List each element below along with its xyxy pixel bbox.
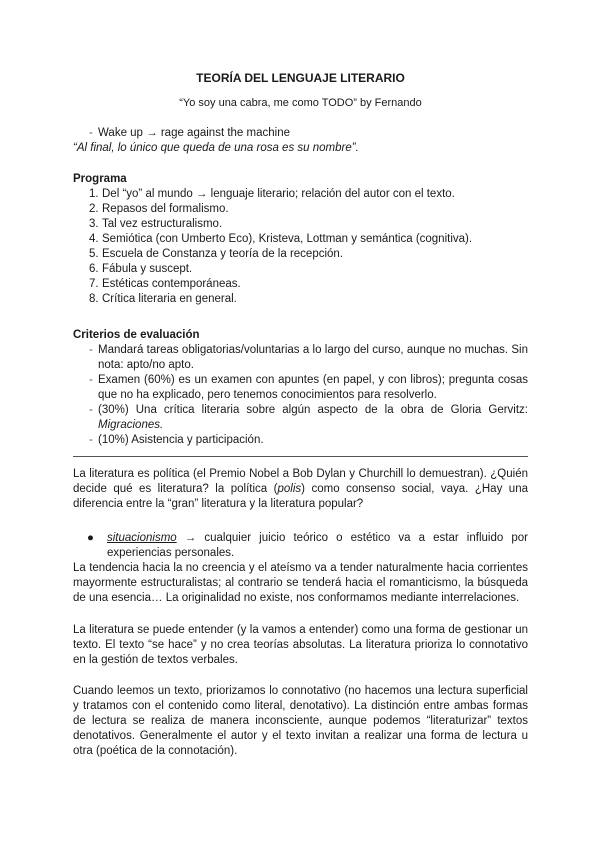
list-item: [73, 403, 528, 433]
list-text: Estéticas contemporáneas.: [102, 278, 241, 290]
paragraph-gestion: La literatura se puede entender (y la vamos a entender) como una forma de gestionar un texto. El texto “se hace” y no crea teorías absolutas. La literatura prioriza lo connotativo en la gestión de textos verbales.: [73, 624, 528, 666]
programa-section: [73, 172, 528, 307]
list-item: - Mandará tareas obligatorias/voluntarias a lo largo del curso, aunque no muchas. Sin nota: apto/no apto.: [73, 343, 528, 373]
paragraph-politica: [73, 467, 528, 512]
criterios-section: [73, 328, 528, 448]
list-item: [73, 531, 528, 561]
document-title: TEORÍA DEL LENGUAJE LITERARIO: [196, 71, 405, 85]
paragraph-connotativo: Cuando leemos un texto, priorizamos lo connotativo (no hacemos una lectura superficial y tratamos con el contenido como literal, denotativo). La distinción entre ambas formas de lectura se realiza de manera inconsciente, aunque podemos “literaturizar” textos denotativos. Generalmente el autor y el texto invitan a realizar una forma de lectura u otra (poética de la connotación).: [73, 685, 528, 757]
criterios-list: [73, 343, 528, 448]
bullet-dot: ●: [87, 532, 94, 544]
list-item: [73, 187, 528, 202]
criterio-italic: Migraciones.: [98, 419, 164, 431]
list-text: Fábula y suscept.: [102, 263, 193, 275]
list-item: [73, 277, 528, 292]
criterio-text: (30%) Una crítica literaria sobre algún aspecto de la obra de Gloria Gervitz:: [98, 404, 528, 416]
list-text: Tal vez estructuralismo.: [102, 218, 223, 230]
list-item: [73, 247, 528, 262]
situacionismo-term: situacionismo: [107, 532, 177, 544]
list-item: [73, 232, 528, 247]
list-item: [73, 292, 528, 307]
situacionismo-bullet: [73, 531, 528, 561]
intro-list: [73, 126, 528, 141]
list-number: 2.: [89, 203, 99, 215]
list-text: Crítica literaria en general.: [102, 293, 237, 305]
list-number: 7.: [89, 278, 99, 290]
list-number: 3.: [89, 218, 99, 230]
polis-term: polis: [277, 483, 302, 495]
list-item: [73, 202, 528, 217]
intro-dash-item: - Wake up → rage against the machine: [73, 126, 528, 141]
intro-section: [73, 126, 528, 156]
list-number: 4.: [89, 233, 99, 245]
list-number: 6.: [89, 263, 99, 275]
list-number: 5.: [89, 248, 99, 260]
list-number: 1.: [89, 188, 99, 200]
paragraph-tendencia: La tendencia hacia la no creencia y el ateísmo va a tender naturalmente hacia corrientes mayormente estructuralistas; al contrario se tenderá hacia el romanticismo, la búsqueda de una esencia… La originalidad no existe, nos conformamos mediante interrelaciones.: [73, 562, 528, 604]
list-text: Semiótica (con Umberto Eco), Kristeva, Lottman y semántica (cognitiva).: [102, 233, 473, 245]
list-text: Del “yo” al mundo → lenguaje literario; relación del autor con el texto.: [102, 188, 455, 200]
list-item: [73, 262, 528, 277]
bullet-text: → cualquier juicio teórico o estético va a estar influido por experiencias personales.: [107, 532, 528, 559]
list-text: Repasos del formalismo.: [102, 203, 229, 215]
list-item: [73, 217, 528, 232]
criterios-heading: Criterios de evaluación: [73, 329, 200, 341]
list-item: - (10%) Asistencia y participación.: [73, 433, 528, 448]
intro-quote: “Al final, lo único que queda de una rosa es su nombre”.: [73, 142, 359, 154]
programa-list: [73, 187, 528, 307]
list-item: - Examen (60%) es un examen con apuntes (en papel, y con libros); pregunta cosas que no ha explicado, pero tenemos conocimientos para resolverlo.: [73, 373, 528, 403]
list-number: 8.: [89, 293, 99, 305]
programa-heading: Programa: [73, 173, 127, 185]
horizontal-divider: [73, 456, 528, 457]
paragraph-text-b: ) como consenso social, vaya. ¿Hay una diferencia entre la “gran” literatura y la literatura popular?: [73, 483, 528, 510]
list-text: Escuela de Constanza y teoría de la recepción.: [102, 248, 344, 260]
paragraph-text-a: La literatura es política (el Premio Nobel a Bob Dylan y Churchill lo demuestran). ¿Quién decide qué es literatura? la política (: [73, 468, 528, 495]
document-subtitle: “Yo soy una cabra, me como TODO” by Fernando: [179, 97, 422, 109]
